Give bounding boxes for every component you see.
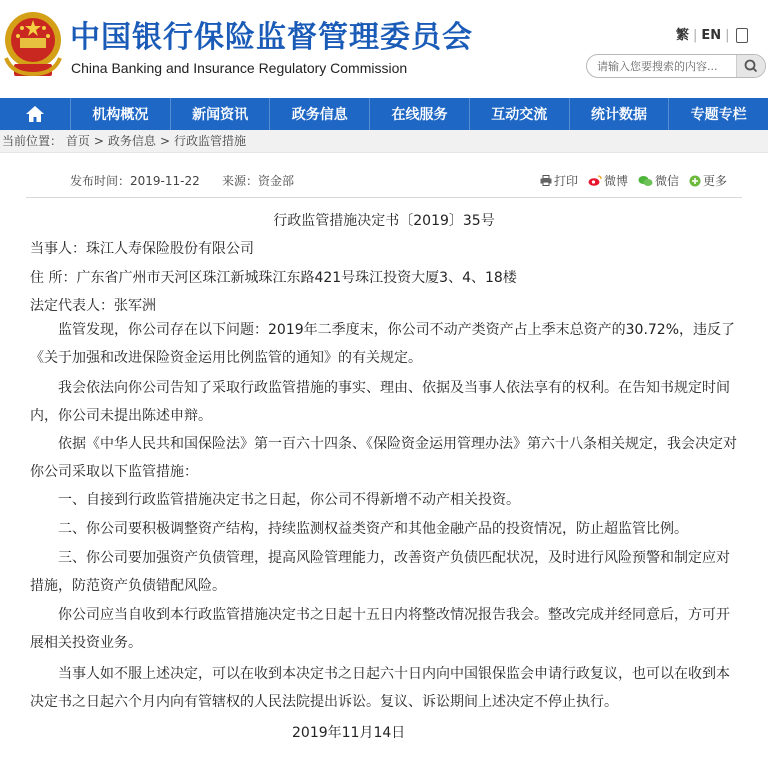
site-header — [0, 0, 768, 98]
wechat-share-button[interactable] — [638, 172, 679, 189]
language-switch: 繁 | EN | — [676, 24, 748, 43]
nav-item-topics[interactable]: 专题专栏 — [668, 98, 768, 130]
print-button[interactable] — [540, 172, 578, 189]
national-emblem-icon — [2, 8, 64, 80]
article-meta — [0, 153, 768, 197]
breadcrumb: 当前位置： 首页 > 政务信息 > 行政监管措施 — [0, 130, 768, 153]
site-title-cn: 中国银行保险监督管理委员会 — [70, 20, 473, 55]
paragraph-measure-3: 三、你公司要加强资产负债管理，提高风险管理能力，改善资产负债匹配状况，及时进行风险预警和制定应对措施，防范资产负债错配风险。 — [30, 550, 730, 594]
paragraph-measure-1: 一、自接到行政监管措施决定书之日起，你公司不得新增不动产相关投资。 — [58, 492, 520, 508]
more-share-button[interactable] — [689, 172, 727, 189]
mobile-icon[interactable] — [736, 28, 748, 43]
representative-line: 法定代表人：张军洲 — [30, 298, 156, 314]
paragraph-finding: 监管发现，你公司存在以下问题：2019年二季度末，你公司不动产类资产占上季末总资产的30.72%，违反了《关于加强和改进保险资金运用比例监管的通知》的有关规定。 — [30, 322, 736, 366]
breadcrumb-government-info[interactable]: 政务信息 — [107, 134, 156, 148]
document-body — [0, 232, 768, 772]
nav-item-statistics[interactable]: 统计数据 — [569, 98, 669, 130]
search-button[interactable] — [736, 55, 765, 77]
paragraph-notice: 我会依法向你公司告知了采取行政监管措施的事实、理由、依据及当事人依法享有的权利。在告知书规定时间内，你公司未提出陈述申辩。 — [30, 380, 730, 424]
sign-date: 2019年11月14日 — [292, 725, 406, 741]
home-icon — [25, 105, 45, 123]
wechat-label: 微信 — [655, 174, 680, 188]
print-label: 打印 — [554, 174, 579, 188]
lang-traditional-link[interactable]: 繁 — [676, 28, 690, 43]
wechat-icon — [638, 175, 653, 187]
paragraph-basis: 依据《中华人民共和国保险法》第一百六十四条、《保险资金运用管理办法》第六十八条相关规定，我会决定对你公司采取以下监管措施： — [30, 436, 737, 480]
weibo-label: 微博 — [604, 174, 629, 188]
lang-english-link[interactable]: EN — [701, 28, 722, 43]
breadcrumb-current[interactable]: 行政监管措施 — [174, 134, 247, 148]
more-label: 更多 — [703, 174, 728, 188]
share-bar — [540, 172, 727, 189]
nav-item-government-info[interactable]: 政务信息 — [269, 98, 369, 130]
party-line: 当事人：珠江人寿保险股份有限公司 — [30, 241, 254, 257]
site-title-en: China Banking and Insurance Regulatory Commission — [71, 60, 408, 76]
breadcrumb-label: 当前位置： — [2, 134, 63, 148]
nav-home[interactable] — [0, 98, 70, 130]
weibo-icon — [588, 175, 602, 186]
paragraph-measure-2: 二、你公司要积极调整资产结构，持续监测权益类资产和其他金融产品的投资情况，防止超监管比例。 — [58, 521, 688, 537]
nav-item-interaction[interactable]: 互动交流 — [469, 98, 569, 130]
nav-item-news[interactable]: 新闻资讯 — [170, 98, 270, 130]
divider — [26, 197, 742, 198]
print-icon — [540, 175, 552, 186]
breadcrumb-home[interactable]: 首页 — [65, 134, 90, 148]
more-icon — [689, 175, 701, 187]
search-input[interactable] — [587, 57, 731, 77]
publish-date: 发布时间：2019-11-22 — [70, 174, 200, 188]
weibo-share-button[interactable] — [588, 172, 628, 189]
document-title: 行政监管措施决定书〔2019〕35号 — [273, 213, 495, 229]
paragraph-rectification: 你公司应当自收到本行政监管措施决定书之日起十五日内将整改情况报告我会。整改完成并经同意后，方可开展相关投资业务。 — [30, 607, 730, 651]
article-source: 来源：资金部 — [222, 174, 295, 188]
main-nav — [0, 98, 768, 130]
search-icon — [737, 55, 765, 77]
paragraph-appeal: 当事人如不服上述决定，可以在收到本决定书之日起六十日内向中国银保监会申请行政复议，也可以在收到本决定书之日起六个月内向有管辖权的人民法院提出诉讼。复议、诉讼期间上述决定不停止执行。 — [30, 666, 730, 710]
address-line: 住 所：广东省广州市天河区珠江新城珠江东路421号珠江投资大厦3、4、18楼 — [30, 270, 517, 286]
nav-item-about[interactable]: 机构概况 — [70, 98, 170, 130]
nav-item-online-service[interactable]: 在线服务 — [369, 98, 469, 130]
search-box — [586, 54, 766, 78]
